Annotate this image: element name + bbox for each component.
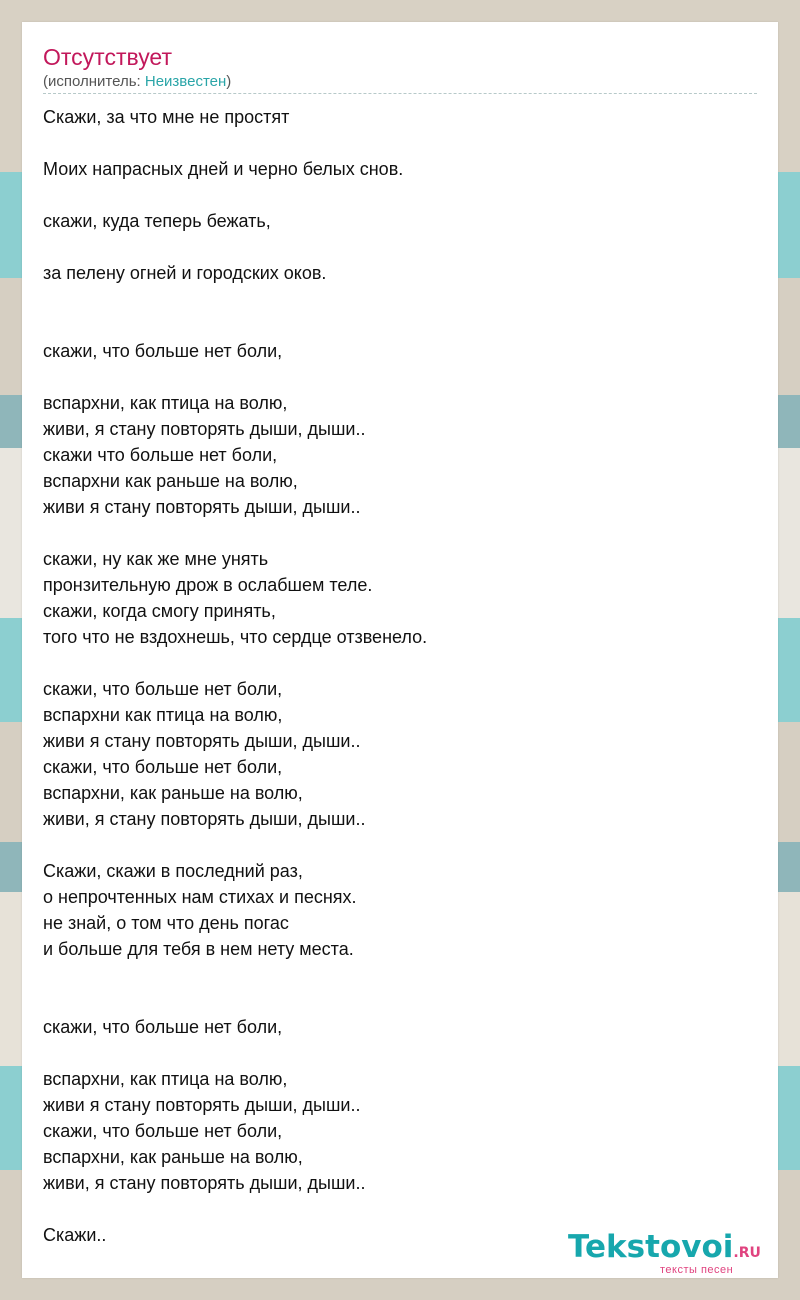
- lyric-line: скажи, что больше нет боли,: [43, 1121, 283, 1141]
- lyric-line: вспархни, как птица на волю,: [43, 1069, 288, 1089]
- lyric-line: вспархни, как раньше на волю,: [43, 783, 303, 803]
- lyric-line: Скажи, за что мне не простят: [43, 107, 290, 127]
- lyric-line: скажи, ну как же мне унять: [43, 549, 269, 569]
- artist-line: [43, 73, 231, 91]
- lyric-line: [43, 182, 757, 208]
- lyric-line: [43, 286, 757, 312]
- lyric-line: [43, 312, 757, 338]
- song-title: Отсутствует: [43, 44, 172, 70]
- brand-domain: .RU: [733, 1245, 761, 1261]
- lyric-line: [43, 520, 757, 546]
- lyric-line: [43, 962, 757, 988]
- lyrics-card: [22, 22, 778, 1278]
- lyric-line: живи я стану повторять дыши, дыши..: [43, 1095, 361, 1115]
- artist-prefix: (исполнитель:: [43, 73, 145, 90]
- lyric-line: Скажи..: [43, 1225, 107, 1245]
- lyric-line: скажи, куда теперь бежать,: [43, 211, 271, 231]
- lyric-line: [43, 1040, 757, 1066]
- lyric-line: [43, 130, 757, 156]
- lyric-line: живи, я стану повторять дыши, дыши..: [43, 419, 366, 439]
- lyric-line: живи, я стану повторять дыши, дыши..: [43, 809, 366, 829]
- lyric-line: о непрочтенных нам стихах и песнях.: [43, 887, 357, 907]
- artist-suffix: ): [226, 73, 232, 90]
- lyric-line: того что не вздохнешь, что сердце отзвенело.: [43, 627, 428, 647]
- lyric-line: вспархни как раньше на волю,: [43, 471, 298, 491]
- lyric-line: вспархни, как раньше на волю,: [43, 1147, 303, 1167]
- brand-name: Tekstovoi: [568, 1229, 734, 1265]
- lyric-line: скажи что больше нет боли,: [43, 445, 278, 465]
- lyric-line: [43, 364, 757, 390]
- lyric-line: живи, я стану повторять дыши, дыши..: [43, 1173, 366, 1193]
- lyric-line: скажи, что больше нет боли,: [43, 1017, 283, 1037]
- lyric-line: [43, 832, 757, 858]
- lyric-line: скажи, что больше нет боли,: [43, 757, 283, 777]
- lyric-line: [43, 988, 757, 1014]
- lyric-line: и больше для тебя в нем нету места.: [43, 939, 354, 959]
- lyric-line: не знай, о том что день погас: [43, 913, 289, 933]
- lyric-line: живи я стану повторять дыши, дыши..: [43, 497, 361, 517]
- lyric-line: за пелену огней и городских оков.: [43, 263, 327, 283]
- header-divider: [43, 93, 757, 94]
- lyric-line: [43, 234, 757, 260]
- lyric-line: Скажи, скажи в последний раз,: [43, 861, 303, 881]
- lyric-line: скажи, когда смогу принять,: [43, 601, 276, 621]
- lyrics-text: [43, 104, 757, 1248]
- brand-watermark: [568, 1230, 778, 1278]
- lyric-line: [43, 650, 757, 676]
- lyric-line: вспархни как птица на волю,: [43, 705, 283, 725]
- artist-link[interactable]: Неизвестен: [144, 73, 227, 90]
- lyric-line: живи я стану повторять дыши, дыши..: [43, 731, 361, 751]
- lyric-line: скажи, что больше нет боли,: [43, 341, 283, 361]
- lyric-line: [43, 1196, 757, 1222]
- brand-tagline: тексты песен: [660, 1264, 734, 1276]
- lyric-line: вспархни, как птица на волю,: [43, 393, 288, 413]
- lyric-line: скажи, что больше нет боли,: [43, 679, 283, 699]
- lyric-line: пронзительную дрож в ослабшем теле.: [43, 575, 373, 595]
- lyric-line: Моих напрасных дней и черно белых снов.: [43, 159, 404, 179]
